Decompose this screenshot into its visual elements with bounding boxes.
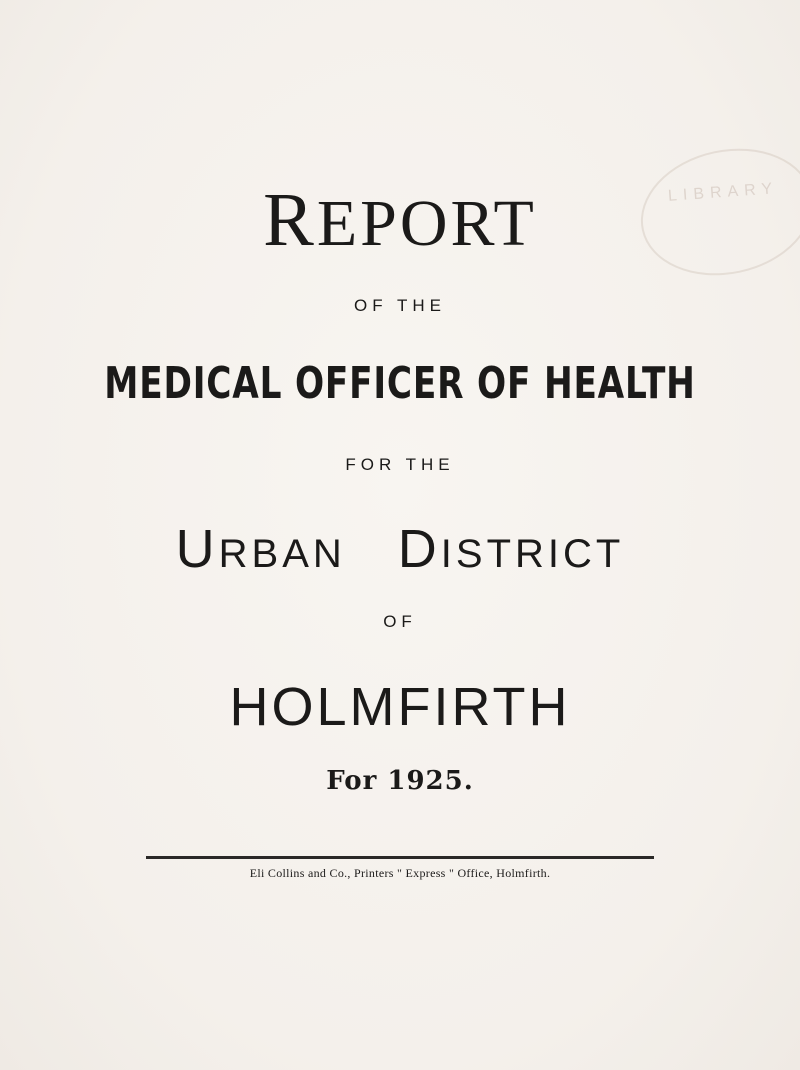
report-title-initial: R [263,178,317,262]
report-title [0,178,800,262]
for-the-label: FOR THE [345,455,455,474]
urban-initial: U [175,519,219,579]
report-title-rest: EPORT [316,187,537,260]
of-the-label: OF THE [353,296,447,315]
place-name: HOLMFIRTH [229,677,571,737]
printer-imprint: Eli Collins and Co., Printers " Express " Office, Holmfirth. [249,866,551,880]
divider-rule [146,856,654,859]
year-line: For 1925. [326,766,474,796]
of-label: OF [383,612,417,631]
urban-district-heading [0,519,800,579]
library-stamp-text: LIBRARY [667,180,779,205]
medical-officer-heading: MEDICAL OFFICER OF HEALTH [104,358,696,409]
urban-rest: RBAN [218,532,346,576]
district-rest: ISTRICT [440,532,625,576]
district-initial: D [397,519,441,579]
